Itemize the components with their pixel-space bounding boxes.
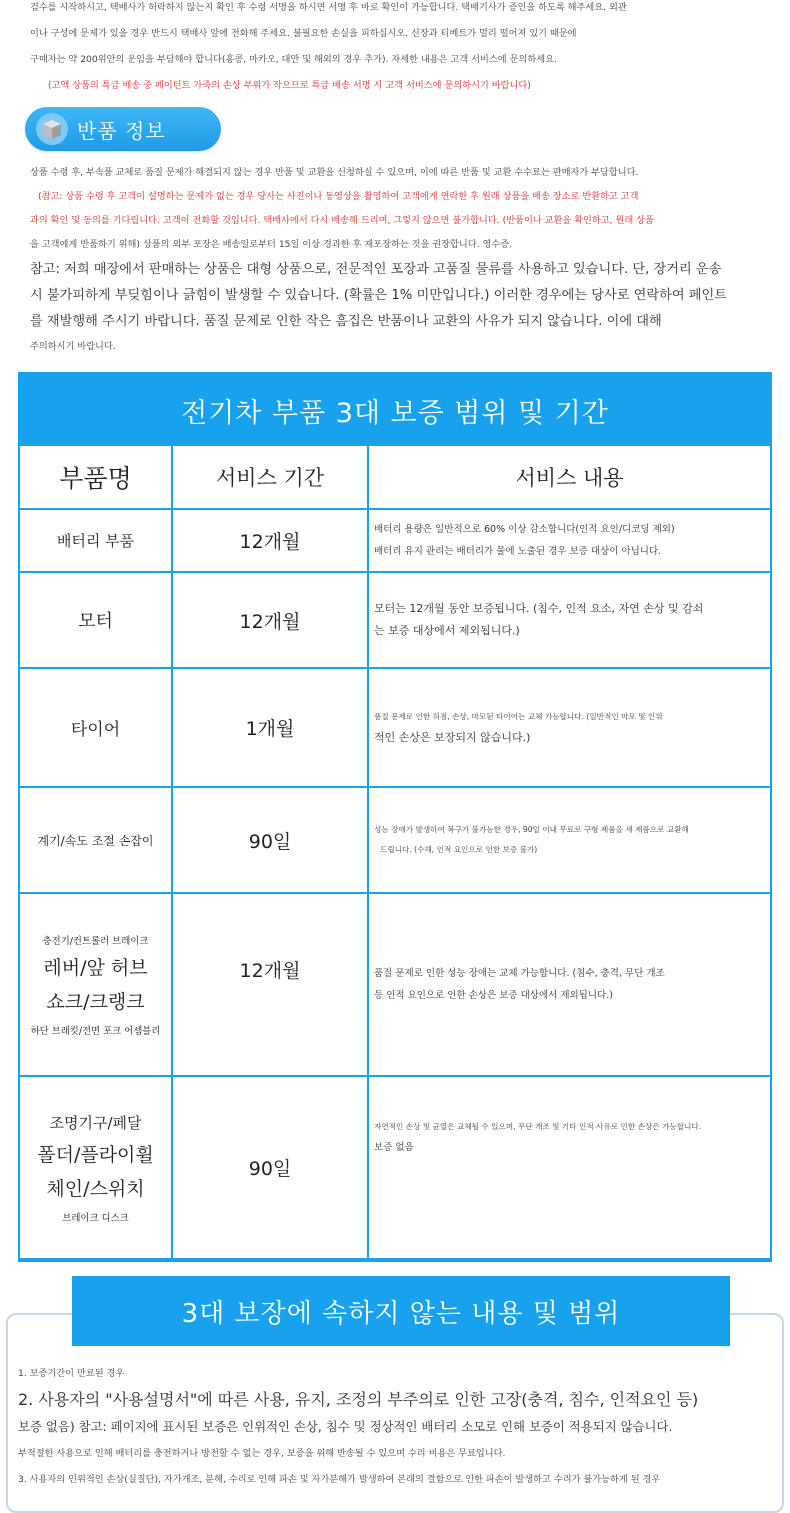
period-cell [173,1077,369,1258]
exclusion-banner: 3대 보장에 속하지 않는 내용 및 범위 [72,1276,730,1346]
period-value: 12개월 [239,960,301,982]
policy-note-end: 주의하시기 바랍니다. [30,341,116,352]
header-period [173,446,369,510]
part-name: 배터리 부품 [56,532,135,550]
notice-line: 이나 구성에 문제가 있을 경우 반드시 택배사 앞에 전화해 주세요. 불필요한 손실을 피하십시오. 신장과 티베트가 멀리 떨어져 있기 때문에 [30,28,577,39]
period-value: 1개월 [245,718,295,740]
policy-note: 를 재발행해 주시기 바랍니다. 품질 문제로 인한 작은 흠집은 반품이나 교환의 사유가 되지 않습니다. 이에 대해 [30,314,662,329]
period-cell [173,894,369,1077]
desc-line: 배터리 용량은 일반적으로 60% 이상 감소합니다(인적 요인/디코딩 제외) [374,523,675,535]
desc-cell [369,894,770,1077]
warranty-table-title: 전기차 부품 3대 보증 범위 및 기간 [181,397,609,429]
period-cell [173,788,369,894]
policy-line: 상품 수령 후, 부속품 교체로 품질 문제가 해결되지 않는 경우 반품 및 교환을 신청하실 수 있으며, 이에 따른 반품 및 교환 수수료는 판매자가 부담합니다. [30,167,639,178]
desc-line: 보증 없음 [374,1142,414,1153]
delivery-notice [0,0,790,99]
desc-line: 배터리 유지 관리는 배터리가 물에 노출된 경우 보증 대상이 아닙니다. [374,545,662,557]
desc-line: 모터는 12개월 동안 보증됩니다. (침수, 인적 요소, 자연 손상 및 감쇠 [374,602,704,615]
exclusion-list [18,1361,778,1493]
part-name: 계기/속도 조절 손잡이 [37,833,154,848]
desc-cell [369,510,770,573]
desc-line: 품질 문제로 인한 성능 장애는 교체 가능합니다. (침수, 충격, 무단 개조 [374,967,665,979]
warranty-table [18,372,772,1262]
policy-line: 을 고객에게 반품하기 위해) 상품의 외부 포장은 배송일로부터 15일 이상 경과한 후 재포장하는 것을 권장합니다. 영수증. [30,239,513,250]
policy-note: 시 불가피하게 부딪힘이나 긁힘이 발생할 수 있습니다. (확률은 1% 미만입니다.) 이러한 경우에는 당사로 연락하여 페인트 [30,288,728,303]
part-name: 체인/스위치 [46,1177,145,1200]
part-name: 모터 [78,611,113,632]
policy-note-red: (참고: 상품 수령 후 고객이 설명하는 문제가 없는 경우 당사는 사진이나 동영상을 촬영하여 고객에게 연락한 후 원래 상품을 배송 장소로 반환하고 고객 [38,191,639,202]
desc-line: 자연적인 손상 및 균열은 교체될 수 있으며, 무단 개조 및 기타 인적 사유로 인한 손상은 가능합니다. [374,1122,702,1131]
desc-line: 는 보증 대상에서 제외됩니다.) [374,624,520,637]
desc-cell [369,1077,770,1258]
period-cell [173,510,369,573]
part-name: 쇼크/크랭크 [46,990,145,1013]
desc-cell [369,669,770,788]
table-row [20,510,173,573]
exclusion-item: 3. 사용자의 인위적인 손상(실질단), 자가개조, 분해, 수리로 인해 파손 및 자가분해가 발생하여 본래의 결함으로 인한 파손이 발생하고 수리가 불가능하게 된 경우 [18,1474,661,1485]
exclusion-item: 보증 없음) 참고: 페이지에 표시된 보증은 인위적인 손상, 침수 및 정상적인 배터리 소모로 인해 보증이 적용되지 않습니다. [18,1419,673,1434]
header-label: 서비스 기간 [215,466,325,490]
period-cell [173,573,369,669]
period-value: 12개월 [239,610,301,633]
table-row [20,669,173,788]
return-info-heading [25,107,221,151]
part-name: 타이어 [70,720,121,740]
exclusion-item: 1. 보증기간이 만료된 경우 [18,1368,125,1379]
part-name: 하단 브래킷/전면 포크 어셈블리 [30,1025,161,1037]
part-name: 폴더/플라이휠 [37,1143,154,1166]
policy-note: 참고: 저희 매장에서 판매하는 상품은 대형 상품으로, 전문적인 포장과 고품질 물류를 사용하고 있습니다. 단, 장거리 운송 [30,262,722,277]
package-box-icon [35,112,69,146]
table-row [20,573,173,669]
period-cell [173,669,369,788]
header-label: 부품명 [59,464,132,493]
desc-line: 품질 문제로 인한 허점, 손상, 마모된 타이어는 교체 가능합니다. (일반적인 마모 및 인위 [374,711,663,721]
warranty-grid [20,446,770,1258]
notice-line: 구매자는 약 200위안의 운임을 부담해야 합니다(홍콩, 마카오, 대만 및 해외의 경우 추가). 자세한 내용은 고객 서비스에 문의하세요. [30,54,557,65]
policy-note-red: 과의 확인 및 동의를 기다립니다. 고객이 전화할 것입니다. 택배사에서 다시 배송해 드리며, 그렇지 않으면 불가합니다. (반품이나 교환을 확인하고, 원래 상품 [30,215,654,226]
period-value: 90일 [248,830,292,853]
return-policy [30,161,760,359]
table-row [20,1077,173,1258]
header-label: 서비스 내용 [515,466,624,490]
desc-cell [369,788,770,894]
period-value: 12개월 [239,531,301,553]
part-name: 레버/앞 허브 [43,956,148,979]
desc-line: 적인 손상은 보장되지 않습니다.) [374,730,531,744]
table-row [20,894,173,1077]
desc-line: 등 인적 요인으로 인한 손상은 보증 대상에서 제외됩니다.) [374,989,613,1001]
period-value: 90일 [248,1158,292,1180]
part-name: 조명기구/페달 [49,1113,142,1132]
exclusion-item: 2. 사용자의 "사용설명서"에 따른 사용, 유지, 조정의 부주의로 인한 고장(충격, 침수, 인적요인 등) [18,1390,699,1409]
desc-line: 드립니다. (수해, 인적 요인으로 인한 보증 불가) [380,845,538,854]
table-row [20,788,173,894]
exclusion-item: 부적절한 사용으로 인해 배터리를 충전하거나 방전할 수 없는 경우, 보증을 위해 반송될 수 있으며 수리 비용은 무료입니다. [18,1448,506,1459]
notice-line: 검수를 시작하시고, 택배사가 허락하지 않는지 확인 후 수령 서명을 하시면 서명 후 바로 확인이 가능합니다. 택배기사가 증인을 하도록 해주세요. 외관 [30,2,627,13]
notice-warning: (고액 상품의 특급 배송 중 페이턴트 가죽의 손상 부위가 작으므로 특급 배송 서명 시 고객 서비스에 문의하시기 바랍니다) [48,80,531,91]
part-name: 충전기/컨트롤러 브레이크 [42,935,149,947]
desc-line: 성능 장애가 발생하여 복구가 불가능한 경우, 90일 이내 무료로 구형 제품을 새 제품으로 교환해 [374,825,689,834]
header-part [20,446,173,510]
desc-cell [369,573,770,669]
header-content [369,446,770,510]
return-info-title: 반품 정보 [77,118,166,143]
part-name: 브레이크 디스크 [62,1212,129,1224]
